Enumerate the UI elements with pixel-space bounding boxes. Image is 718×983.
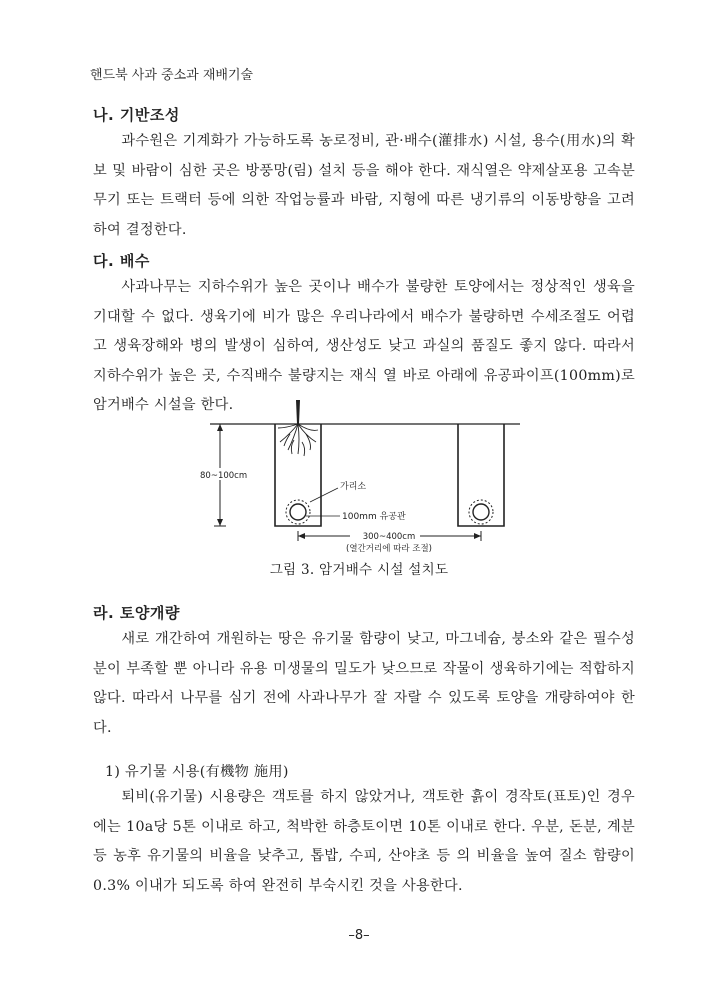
section-body: 새로 개간하여 개원하는 땅은 유기물 함량이 낮고, 마그네슘, 붕소와 같은 필수성분이 부족할 뿐 아니라 유용 미생물의 밀도가 낮으므로 작물이 생육하기에는 적합하지 않다. 따라서 나무를 심기 전에 사과나무가 잘 자랄 수 있도록 토양을 개량하여야 한다.	[93, 631, 635, 736]
subsection-title: 1) 유기물 시용(有機物 施用)	[105, 764, 289, 780]
section-foundation	[93, 104, 635, 245]
section-title: 라. 토양개량	[93, 604, 180, 622]
figure-caption: 그림 3. 암거배수 시설 설치도	[269, 562, 449, 578]
trench-left	[275, 424, 321, 526]
spacing-label: 300~400cm	[362, 532, 416, 542]
gravel-leader	[310, 488, 338, 502]
section-drainage	[93, 250, 635, 421]
section-title: 다. 배수	[93, 252, 150, 270]
section-soil	[93, 602, 635, 901]
section-title: 나. 기반조성	[93, 106, 180, 124]
depth-label: 80~100cm	[200, 471, 248, 481]
tree-trunk	[296, 400, 300, 424]
page-number: –8–	[348, 928, 370, 943]
spacing-note: (열간거리에 따라 조절)	[346, 544, 432, 554]
pipe-left	[286, 500, 310, 524]
section-body: 사과나무는 지하수위가 높은 곳이나 배수가 불량한 토양에서는 정상적인 생육을 기대할 수 없다. 생육기에 비가 많은 우리나라에서 배수가 불량하면 수세조절도 어렵고 생육장해와 병의 발생이 심하여, 생산성도 낮고 과실의 품질도 좋지 않다. 따라서 지하수위가 높은 곳, 수직배수 불량지는 재식 열 바로 아래에 유공파이프(100mm)로 암거배수 시설을 한다.	[93, 279, 635, 413]
subsection-body: 퇴비(유기물) 시용량은 객토를 하지 않았거나, 객토한 흙이 경작토(표토)인 경우에는 10a당 5톤 이내로 하고, 척박한 하층토이면 10톤 이내로 한다. 우분, 돈분, 계분 등 농후 유기물의 비율을 낮추고, 톱밥, 수피, 산야초 등 의 비율을 높여 질소 함량이 0.3% 이내가 되도록 하여 완전히 부숙시킨 것을 사용한다.	[93, 789, 635, 894]
section-body: 과수원은 기계화가 가능하도록 농로정비, 관·배수(灌排水) 시설, 용수(用水)의 확보 및 바람이 심한 곳은 방풍망(림) 설치 등을 해야 한다. 재식열은 약제살포용 고속분무기 또는 트랙터 등에 의한 작업능률과 바람, 지형에 따른 냉기류의 이동방향을 고려하여 결정한다.	[93, 133, 635, 238]
tree-roots	[278, 424, 318, 456]
gravel-label: 가리소	[340, 482, 367, 492]
running-header: 핸드북 사과 중소과 재배기술	[90, 68, 254, 83]
drainage-diagram	[190, 398, 530, 568]
pipe-label: 100mm 유공관	[342, 512, 406, 522]
trench-right	[458, 424, 504, 526]
pipe-right	[469, 500, 493, 524]
